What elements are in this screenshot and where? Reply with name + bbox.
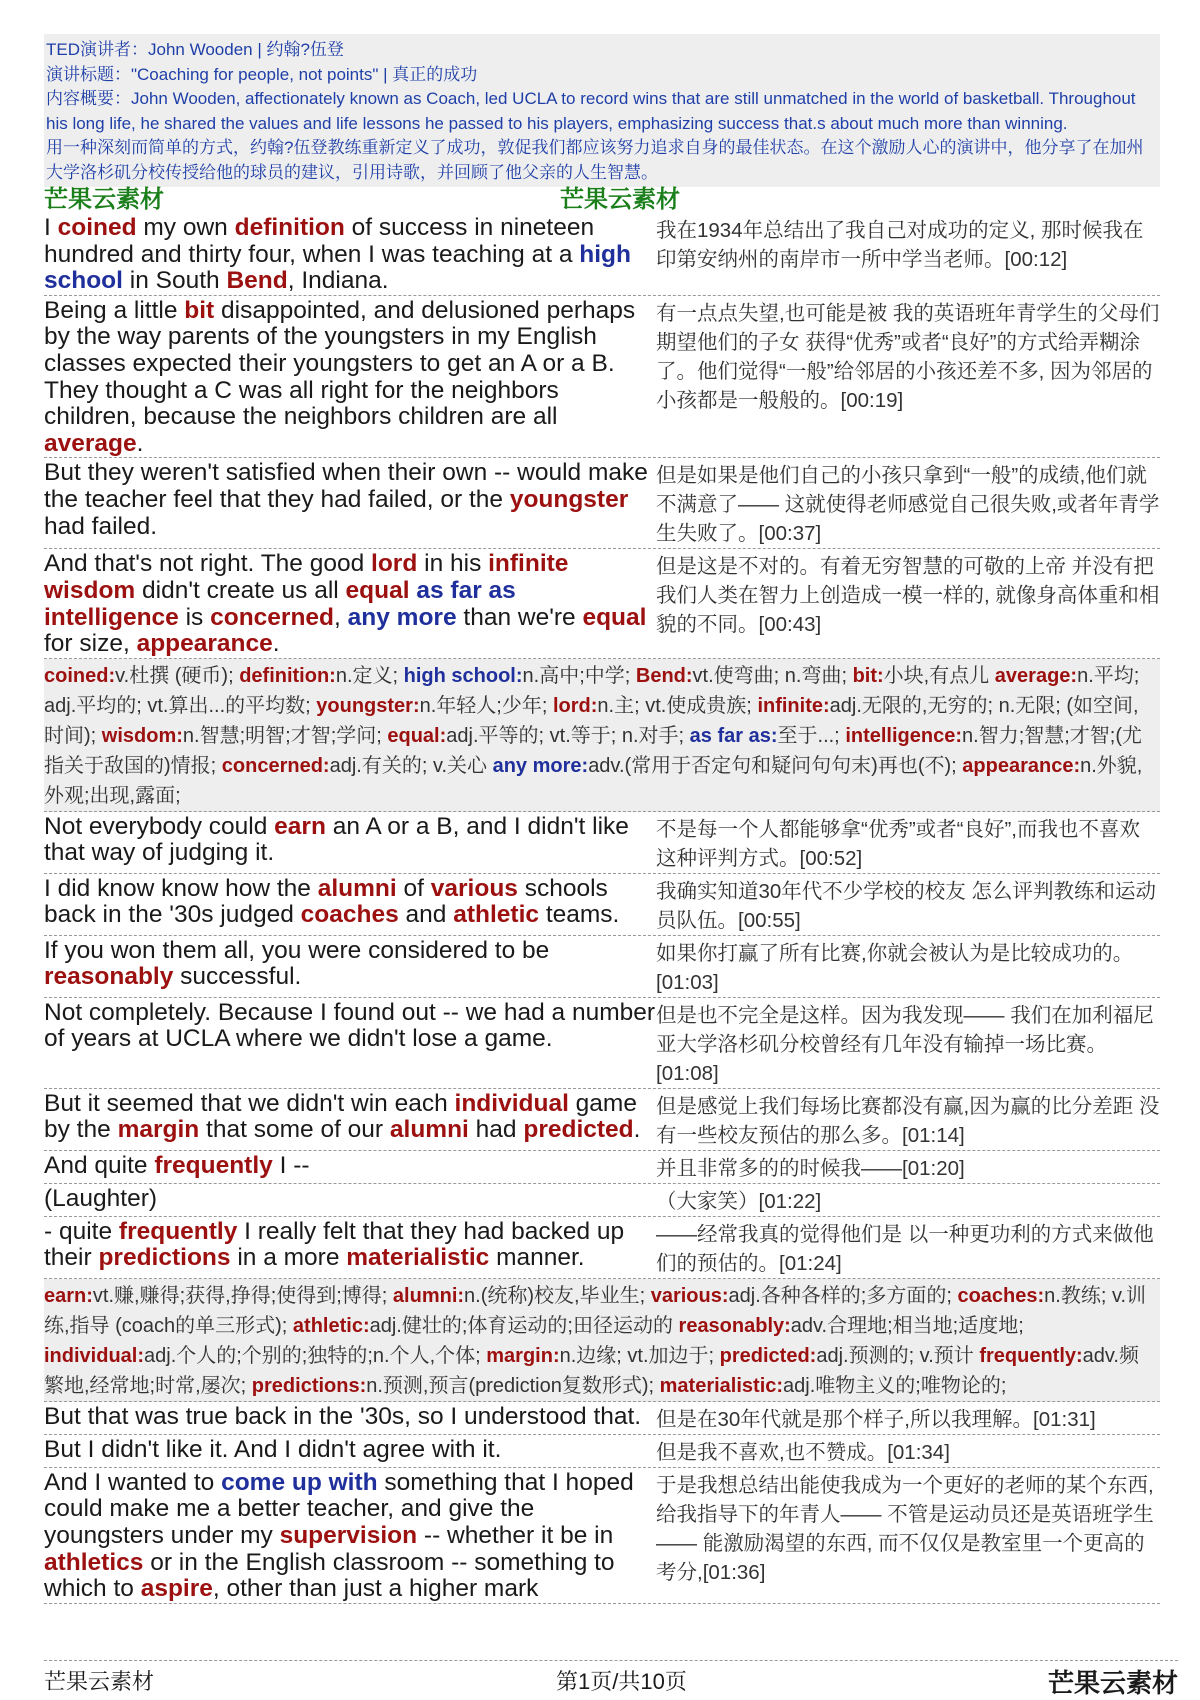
transcript-group-2	[44, 812, 1160, 1279]
footer-brand-left: 芒果云素材	[44, 1669, 155, 1694]
brand-watermark-left: 芒果云素材	[44, 186, 164, 213]
transcript-row	[44, 1435, 1160, 1468]
keyword-highlight: predicted	[523, 1116, 634, 1144]
text-run: n.教练; v.训练,指导 (coach的单三形式);	[44, 1284, 1147, 1337]
keyword-highlight: infinite:	[757, 694, 830, 717]
transcript-row	[44, 296, 1160, 459]
text-run: n.外貌,外观;出现,露面;	[44, 754, 1143, 807]
keyword-highlight: bit:	[852, 664, 884, 687]
text-run: of success in nineteen hundred and thirty four, when I was teaching at a	[44, 214, 595, 268]
text-run: v.杜撰 (硬币);	[115, 664, 240, 687]
text-run: I really felt that they had backed up their	[44, 1217, 625, 1272]
text-run: didn't create us all	[135, 576, 346, 604]
transcript-row	[44, 998, 1160, 1089]
brand-row	[44, 187, 1160, 213]
text-run: n.年轻人;少年;	[419, 694, 553, 717]
keyword-highlight: frequently	[118, 1217, 238, 1245]
text-run: of	[396, 874, 431, 902]
text-run: 至于...;	[777, 724, 846, 747]
english-sentence	[44, 1217, 656, 1278]
keyword-highlight: various	[430, 874, 518, 902]
keyword-highlight: equal	[345, 576, 410, 604]
chinese-translation: ——经常我真的觉得他们是 以一种更功利的方式来做他们的预估的。[01:24]	[656, 1222, 1154, 1275]
text-run: .	[136, 429, 144, 457]
chinese-translation: 有一点点失望,也可能是被 我的英语班年青学生的父母们 期望他们的子女 获得“优秀”或者“良好”的方式给弄糊涂了。他们觉得“一般”给邻居的小孩还差不多, 因为邻居的小孩都是一般般的。[00:19]	[656, 301, 1160, 412]
chinese-translation: 但是我不喜欢,也不赞成。[01:34]	[656, 1440, 950, 1464]
phrase-highlight: high school	[44, 240, 631, 295]
keyword-highlight: athletics	[44, 1548, 144, 1576]
transcript-row	[44, 812, 1160, 874]
transcript-row	[44, 1217, 1160, 1279]
phrase-highlight: as far as:	[689, 724, 778, 747]
keyword-highlight: margin:	[486, 1344, 560, 1367]
keyword-highlight: equal	[582, 603, 647, 631]
keyword-highlight: equal:	[387, 724, 447, 747]
keyword-highlight: intelligence:	[845, 724, 963, 747]
transcript-row	[44, 936, 1160, 998]
text-run: vt.使弯曲; n.弯曲;	[692, 664, 853, 687]
text-run: adv.合理地;相当地;适度地;	[790, 1314, 1024, 1337]
english-sentence	[44, 1089, 656, 1150]
text-run: adv.(常用于否定句和疑问句句末)再也(不);	[588, 754, 963, 777]
transcript-row	[44, 1402, 1160, 1435]
text-run: But they weren't satisfied when their own -- would make the teacher feel that they had failed, or the	[44, 459, 648, 513]
keyword-highlight: predictions:	[251, 1374, 367, 1397]
keyword-highlight: definition:	[239, 664, 336, 687]
chinese-translation: 但是感觉上我们每场比赛都没有赢,因为赢的比分差距 没有一些校友预估的那么多。[01:14]	[656, 1094, 1160, 1147]
text-run: .	[633, 1116, 641, 1144]
text-run: n.平均; adj.平均的; vt.算出...的平均数;	[44, 664, 1140, 717]
chinese-translation: 不是每一个人都能够拿“优秀”或者“良好”,而我也不喜欢这种评判方式。[00:52]	[656, 817, 1141, 870]
text-run: that some of our	[199, 1116, 390, 1144]
talk-info-box	[44, 34, 1160, 187]
keyword-highlight: predictions	[98, 1244, 231, 1272]
keyword-highlight: bit	[184, 296, 215, 324]
text-run: game by the	[44, 1089, 637, 1144]
text-run: n.智力;智慧;才智;(尤指关于敌国的)情报;	[44, 724, 1143, 777]
english-sentence	[44, 1468, 656, 1603]
english-sentence	[44, 213, 656, 295]
keyword-highlight: appearance	[136, 630, 273, 658]
text-run: or in the English classroom -- something to which to	[44, 1548, 615, 1603]
english-sentence	[44, 296, 656, 458]
text-run: If you won them all, you were considered to be	[44, 936, 550, 964]
text-run: - quite	[44, 1217, 119, 1245]
keyword-highlight: individual	[454, 1089, 569, 1117]
text-run: had	[468, 1116, 524, 1144]
keyword-highlight: definition	[234, 214, 345, 241]
chinese-translation: 但是在30年代就是那个样子,所以我理解。[01:31]	[656, 1407, 1096, 1431]
title-line: 演讲标题："Coaching for people, not points" | 真正的成功	[46, 64, 478, 84]
phrase-highlight: high school:	[403, 664, 523, 687]
text-run: had failed.	[44, 512, 158, 540]
keyword-highlight: earn	[274, 812, 326, 840]
text-run: adj.个人的;个别的;独特的;n.个人,个体;	[144, 1344, 487, 1367]
transcript-row	[44, 458, 1160, 549]
text-run: successful.	[173, 963, 302, 991]
vocabulary-box-1	[44, 659, 1160, 812]
summary-en: 内容概要：John Wooden, affectionately known as Coach, led UCLA to record wins that are still unmatched in the world of basketball. Throughout his long life, he shared the values and life lessons he passed to his players, emphasizing success that.s about much more than winning.	[46, 89, 1136, 133]
summary-zh: 用一种深刻而简单的方式，约翰?伍登教练重新定义了成功，敦促我们都应该努力追求自身的最佳状态。在这个激励人心的演讲中，他分享了在加州大学洛杉矶分校传授给他的球员的建议，引用诗歌，并回顾了他父亲的人生智慧。	[46, 138, 1144, 182]
text-run: is	[178, 603, 211, 631]
text-run: Not completely. Because I found out -- we had a number of years at UCLA where we didn't lose a game.	[44, 998, 656, 1053]
text-run: I --	[272, 1151, 310, 1179]
english-sentence	[44, 1184, 656, 1216]
text-run: And quite	[44, 1151, 155, 1179]
text-run: in a more	[230, 1244, 347, 1272]
text-run: n.(统称)校友,毕业生;	[464, 1284, 651, 1307]
text-run: Being a little	[44, 296, 185, 324]
text-run: But it seemed that we didn't win each	[44, 1089, 455, 1117]
text-run: adj.预测的; v.预计	[816, 1344, 980, 1367]
keyword-highlight: coaches	[300, 901, 399, 929]
text-run: adj.唯物主义的;唯物论的;	[783, 1374, 1007, 1397]
text-run: adj.各种各样的;多方面的;	[728, 1284, 958, 1307]
text-run: And that's not right. The good	[44, 550, 372, 578]
keyword-highlight: Bend	[226, 267, 288, 295]
keyword-highlight: youngster:	[316, 694, 420, 717]
keyword-highlight: alumni:	[392, 1284, 465, 1307]
keyword-highlight: supervision	[279, 1521, 418, 1549]
text-run: disappointed, and delusioned perhaps by the way parents of the youngsters in my English classes expected their youngsters to get an A or a B. They thought a C was all right for the neighbors children, because the neighbors children are all	[44, 296, 636, 431]
chinese-translation: 但是如果是他们自己的小孩只拿到“一般”的成绩,他们就不满意了—— 这就使得老师感觉自己很失败,或者年青学生失败了。[00:37]	[656, 464, 1160, 546]
keyword-highlight: appearance:	[962, 754, 1081, 777]
document-page	[44, 34, 1160, 1604]
text-run: something that I hoped could make me a better teacher, and give the youngsters under my	[44, 1468, 634, 1549]
chinese-translation: 但是这是不对的。有着无穷智慧的可敬的上帝 并没有把我们人类在智力上创造成一模一样的, 就像身高体重和相貌的不同。[00:43]	[656, 555, 1160, 637]
vocabulary-box-2	[44, 1279, 1160, 1402]
transcript-group-1	[44, 213, 1160, 659]
english-sentence	[44, 936, 656, 997]
keyword-highlight: alumni	[389, 1116, 469, 1144]
text-run: ,	[334, 603, 348, 631]
text-run: .	[272, 630, 280, 658]
keyword-highlight: average	[44, 429, 137, 457]
footer-brand-right: 芒果云素材	[1047, 1668, 1178, 1698]
text-run: schools back in the '30s judged	[44, 874, 608, 929]
keyword-highlight: frequently:	[979, 1344, 1083, 1367]
text-run: n.定义;	[335, 664, 404, 687]
keyword-highlight: Bend:	[635, 664, 693, 687]
phrase-highlight: any more:	[492, 754, 589, 777]
text-run: Not everybody could	[44, 812, 275, 840]
phrase-highlight: any more	[347, 603, 457, 631]
brand-watermark-center: 芒果云素材	[560, 186, 680, 213]
keyword-highlight: athletic	[453, 901, 540, 929]
text-run: I did know know how the	[44, 874, 318, 902]
text-run: I	[44, 214, 58, 241]
speaker-line: TED演讲者：John Wooden | 约翰?伍登	[46, 40, 344, 59]
keyword-highlight: infinite wisdom	[44, 550, 569, 604]
chinese-translation: 于是我想总结出能使我成为一个更好的老师的某个东西, 给我指导下的年青人—— 不管是运动员还是英语班学生—— 能激励渴望的东西, 而不仅仅是教室里一个更高的考分,[01:36]	[656, 1473, 1154, 1584]
text-run: teams.	[539, 901, 620, 929]
text-run: in his	[417, 550, 489, 578]
phrase-highlight: come up with	[221, 1468, 378, 1496]
text-run: adv.频繁地,经常地;时常,屡次;	[44, 1344, 1139, 1397]
text-run: n.智慧;明智;才智;学问;	[182, 724, 388, 747]
text-run: n.边缘; vt.加边于;	[559, 1344, 720, 1367]
chinese-translation: （大家笑）[01:22]	[656, 1189, 822, 1213]
text-run: manner.	[489, 1244, 585, 1272]
text-run: vt.赚,赚得;获得,挣得;使得到;博得;	[92, 1284, 393, 1307]
english-sentence	[44, 812, 656, 873]
text-run: for size,	[44, 630, 137, 658]
english-sentence	[44, 1151, 656, 1183]
keyword-highlight: earn:	[44, 1284, 93, 1307]
keyword-highlight: athletic:	[292, 1314, 370, 1337]
text-run: (Laughter)	[44, 1184, 158, 1212]
text-run: n.高中;中学;	[522, 664, 636, 687]
text-run: than we're	[456, 603, 583, 631]
transcript-row	[44, 1468, 1160, 1604]
keyword-highlight: wisdom:	[101, 724, 183, 747]
keyword-highlight: materialistic:	[659, 1374, 784, 1397]
keyword-highlight: intelligence	[44, 603, 179, 631]
keyword-highlight: lord	[371, 550, 418, 578]
chinese-translation: 并且非常多的的时候我——[01:20]	[656, 1156, 965, 1180]
keyword-highlight: coaches:	[957, 1284, 1045, 1307]
text-run: And I wanted to	[44, 1468, 222, 1496]
text-run: But that was true back in the '30s, so I understood that.	[44, 1402, 642, 1430]
english-sentence	[44, 1402, 656, 1434]
keyword-highlight: coined	[57, 214, 137, 241]
text-run: adj.平等的; vt.等于; n.对手;	[446, 724, 690, 747]
english-sentence	[44, 874, 656, 935]
keyword-highlight: frequently	[154, 1151, 273, 1179]
transcript-group-3	[44, 1402, 1160, 1604]
transcript-row	[44, 874, 1160, 936]
text-run: an A or a B, and I didn't like that way of judging it.	[44, 812, 629, 867]
text-run: adj.健壮的;体育运动的;田径运动的	[369, 1314, 679, 1337]
text-run: But I didn't like it. And I didn't agree with it.	[44, 1435, 502, 1463]
chinese-translation: 如果你打赢了所有比赛,你就会被认为是比较成功的。[01:03]	[656, 941, 1134, 994]
keyword-highlight: average:	[994, 664, 1078, 687]
english-sentence	[44, 998, 656, 1088]
text-run: n.预测,预言(prediction复数形式);	[366, 1374, 660, 1397]
text-run: , other than just a higher mark	[212, 1575, 539, 1603]
keyword-highlight: concerned	[210, 603, 335, 631]
text-run: , Indiana.	[287, 267, 389, 295]
text-run: adj.有关的; v.关心	[329, 754, 493, 777]
text-run: n.主; vt.使成贵族;	[597, 694, 758, 717]
text-run: my own	[136, 214, 235, 241]
text-run: -- whether it be in	[417, 1521, 614, 1549]
keyword-highlight: alumni	[317, 874, 397, 902]
keyword-highlight: concerned:	[221, 754, 330, 777]
keyword-highlight: reasonably:	[678, 1314, 791, 1337]
english-sentence	[44, 1435, 656, 1467]
english-sentence	[44, 549, 656, 657]
keyword-highlight: coined:	[44, 664, 116, 687]
text-run: and	[398, 901, 454, 929]
text-run: in South	[122, 267, 227, 295]
phrase-highlight: as far as	[416, 576, 516, 604]
transcript-row	[44, 549, 1160, 658]
text-run: 小块,有点儿	[883, 664, 995, 687]
chinese-translation: 我在1934年总结出了我自己对成功的定义, 那时候我在印第安纳州的南岸市一所中学当老师。[00:12]	[656, 219, 1144, 271]
english-sentence	[44, 458, 656, 548]
keyword-highlight: materialistic	[346, 1244, 490, 1272]
transcript-row	[44, 213, 1160, 296]
keyword-highlight: reasonably	[44, 963, 174, 991]
keyword-highlight: margin	[117, 1116, 200, 1144]
keyword-highlight: lord:	[552, 694, 598, 717]
chinese-translation: 我确实知道30年代不少学校的校友 怎么评判教练和运动员队伍。[00:55]	[656, 879, 1156, 932]
keyword-highlight: aspire	[140, 1575, 213, 1603]
keyword-highlight: various:	[650, 1284, 729, 1307]
keyword-highlight: predicted:	[719, 1344, 817, 1367]
keyword-highlight: youngster	[509, 485, 629, 513]
text-run: adj.无限的,无穷的; n.无限; (如空间,时间);	[44, 694, 1139, 747]
transcript-row	[44, 1151, 1160, 1184]
page-footer	[44, 1660, 1178, 1697]
transcript-row	[44, 1184, 1160, 1217]
keyword-highlight: individual:	[44, 1344, 144, 1367]
chinese-translation: 但是也不完全是这样。因为我发现—— 我们在加利福尼亚大学洛杉矶分校曾经有几年没有输掉一场比赛。[01:08]	[656, 1003, 1154, 1085]
transcript-row	[44, 1089, 1160, 1151]
page-number: 第1页/共10页	[556, 1669, 687, 1694]
